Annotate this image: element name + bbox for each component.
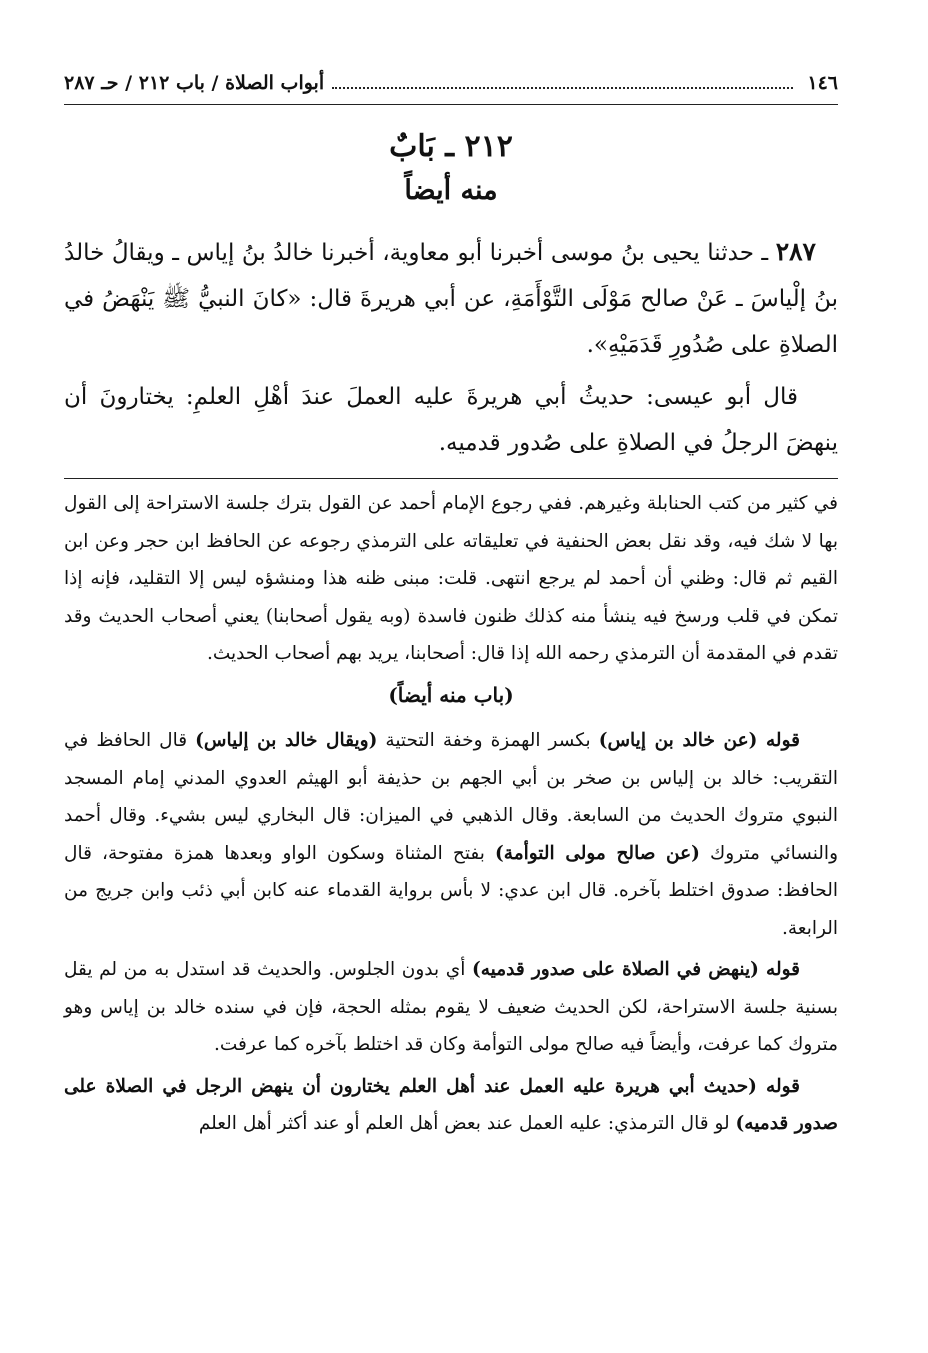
note-lemma: (عن صالح مولى التوأمة) xyxy=(495,842,700,864)
note-paragraph-2 xyxy=(64,951,838,1064)
notes-continuation: في كثير من كتب الحنابلة وغيرهم. ففي رجوع الإمام أحمد عن القول بترك جلسة الاستراحة إلى القول بها لا شك فيه، وقد نقل بعض الحنفية في تعليقاته على الترمذي رجوعه عن الحافظ ابن حجر وعن ابن القيم ثم قال: وظني أن أحمد لم يرجع انتهى. قلت: مبنى ظنه هذا ومنشؤه ليس إلا التقليد، فإنه إذا تمكن في قلب ورسخ فيه ينشأ منه كذلك ظنون فاسدة (وبه يقول أصحابنا) يعني أصحاب الحديث وقد تقدم في المقدمة أن الترمذي رحمه الله إذا قال: أصحابنا، يريد بهم أصحاب الحديث. xyxy=(64,493,838,664)
chapter-title: ٢١٢ ـ بَابٌ xyxy=(389,129,513,164)
running-head-section: أبواب الصلاة / باب ٢١٢ / حـ ٢٨٧ xyxy=(64,72,325,94)
note-text: بفتح المثناة وسكون الواو وبعدها همزة مفتوحة، قال الحافظ: صدوق اختلط بآخره. قال ابن عدي: لا بأس برواية القدماء عنه كابن أبي ذئب وابن جريج من الرابعة. xyxy=(64,842,838,939)
note-lemma: قوله (ينهض في الصلاة على صدور قدميه) xyxy=(472,959,800,980)
sharh-notes xyxy=(64,485,838,1143)
hadith-number: ٢٨٧ xyxy=(775,237,816,266)
note-paragraph-1 xyxy=(64,722,838,947)
note-paragraph-3 xyxy=(64,1068,838,1143)
note-text: لو قال الترمذي: عليه العمل عند بعض أهل العلم أو عند أكثر أهل العلم xyxy=(198,1113,730,1134)
footnote-divider xyxy=(64,478,838,479)
page-number: ١٤٦ xyxy=(807,72,838,94)
note-text: أي بدون الجلوس. والحديث قد استدل به من لم يقل بسنية جلسة الاستراحة، لكن الحديث ضعيف لا يقوم بمثله الحجة، فإن في سنده خالد بن إياس وهو متروك كما عرفت، وأيضاً فيه صالح مولى التوأمة وكان قد اختلط بآخره كما عرفت. xyxy=(64,959,838,1055)
note-text: بكسر الهمزة وخفة التحتية xyxy=(385,730,591,751)
notes-heading: (باب منه أيضاً) xyxy=(388,682,514,707)
note-text: قال الحافظ في التقريب: خالد بن إلياس بن صخر بن أبي الجهم بن حذيفة أبو الهيثم العدوي المدني إمام المسجد النبوي متروك الحديث من السابعة. وقال الذهبي في الميزان: قال البخاري ليس بشيء. وقال أحمد والنسائي متروك xyxy=(64,730,839,864)
hadith-text xyxy=(64,229,838,368)
hadith-body: ـ حدثنا يحيى بنُ موسى أخبرنا أبو معاوية، أخبرنا خالدُ بنُ إياس ـ ويقالُ خالدُ بنُ إلْياسَ ـ عَنْ صالح مَوْلَى التَّوْأَمَةِ، عن أبي هريرةَ قال: «كانَ النبيُّ ﷺ يَنْهَضُ في الصلاةِ على صُدُورِ قَدَمَيْهِ». xyxy=(64,240,838,358)
running-head xyxy=(64,72,838,105)
leader-dots xyxy=(332,86,793,89)
note-lemma: قوله (حديث أبي هريرة عليه العمل عند أهل العلم يختارون أن ينهض الرجل في الصلاة على صدور قدميه) xyxy=(64,1075,838,1134)
chapter-subtitle: منه أيضاً xyxy=(404,175,498,206)
tirmidhi-commentary: قال أبو عيسى: حديثُ أبي هريرةَ عليه العملَ عندَ أهْلِ العلمِ: يختارونَ أن ينهضَ الرجلُ في الصلاةِ على صُدور قدميه. xyxy=(64,384,838,456)
note-lemma: قوله (عن خالد بن إياس) xyxy=(598,730,800,751)
note-lemma: (ويقال خالد بن إلياس) xyxy=(195,730,378,751)
